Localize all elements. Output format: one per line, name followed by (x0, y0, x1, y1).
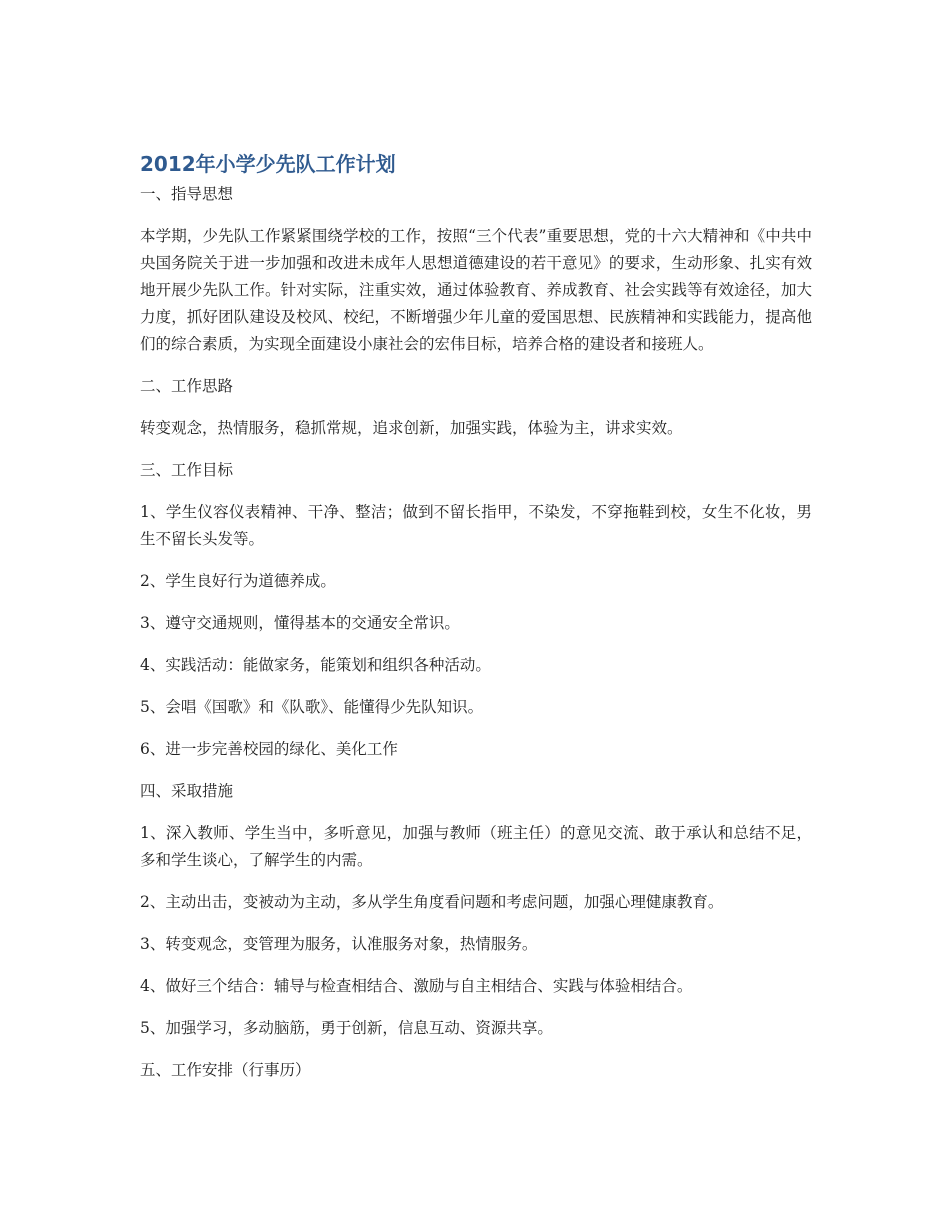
section-heading-measures: 四、采取措施 (140, 782, 234, 800)
goal-item-3: 3、遵守交通规则，懂得基本的交通安全常识。 (140, 614, 460, 632)
measure-item-3: 3、转变观念，变管理为服务，认准服务对象，热情服务。 (140, 935, 538, 953)
section-heading-work-approach: 二、工作思路 (140, 377, 234, 395)
paragraph-guiding-ideology: 本学期，少先队工作紧紧围绕学校的工作，按照“三个代表”重要思想，党的十六大精神和《中共中央国务院关于进一步加强和改进未成年人思想道德建设的若干意见》的要求，生动形象、扎实有效地开展少先队工作。针对实际，注重实效，通过体验教育、养成教育、社会实践等有效途径，加大力度，抓好团队建设及校风、校纪，不断增强少年儿童的爱国思想、民族精神和实践能力，提高他们的综合素质，为实现全面建设小康社会的宏伟目标，培养合格的建设者和接班人。 (140, 227, 812, 353)
goal-item-5: 5、会唱《国歌》和《队歌》、能懂得少先队知识。 (140, 698, 484, 716)
measure-item-4: 4、做好三个结合：辅导与检查相结合、激励与自主相结合、实践与体验相结合。 (140, 977, 693, 995)
goal-item-1: 1、学生仪容仪表精神、干净、整洁；做到不留长指甲，不染发，不穿拖鞋到校，女生不化妆，男生不留长头发等。 (140, 503, 812, 548)
section-heading-work-schedule: 五、工作安排（行事历） (140, 1061, 311, 1079)
goal-item-2: 2、学生良好行为道德养成。 (140, 572, 336, 590)
measure-item-5: 5、加强学习，多动脑筋，勇于创新，信息互动、资源共享。 (140, 1019, 553, 1037)
section-heading-work-goals: 三、工作目标 (140, 461, 234, 479)
document-title: 2012年小学少先队工作计划 (140, 152, 396, 176)
measure-item-1: 1、深入教师、学生当中，多听意见，加强与教师（班主任）的意见交流、敢于承认和总结不足，多和学生谈心，了解学生的内需。 (140, 824, 812, 869)
document-content (140, 150, 812, 1099)
section-heading-guiding-ideology: 一、指导思想 (140, 185, 234, 203)
paragraph-work-approach: 转变观念，热情服务，稳抓常规，追求创新，加强实践，体验为主，讲求实效。 (140, 419, 683, 437)
goal-item-6: 6、进一步完善校园的绿化、美化工作 (140, 740, 398, 758)
measure-item-2: 2、主动出击，变被动为主动，多从学生角度看问题和考虑问题，加强心理健康教育。 (140, 893, 724, 911)
goal-item-4: 4、实践活动：能做家务，能策划和组织各种活动。 (140, 656, 491, 674)
